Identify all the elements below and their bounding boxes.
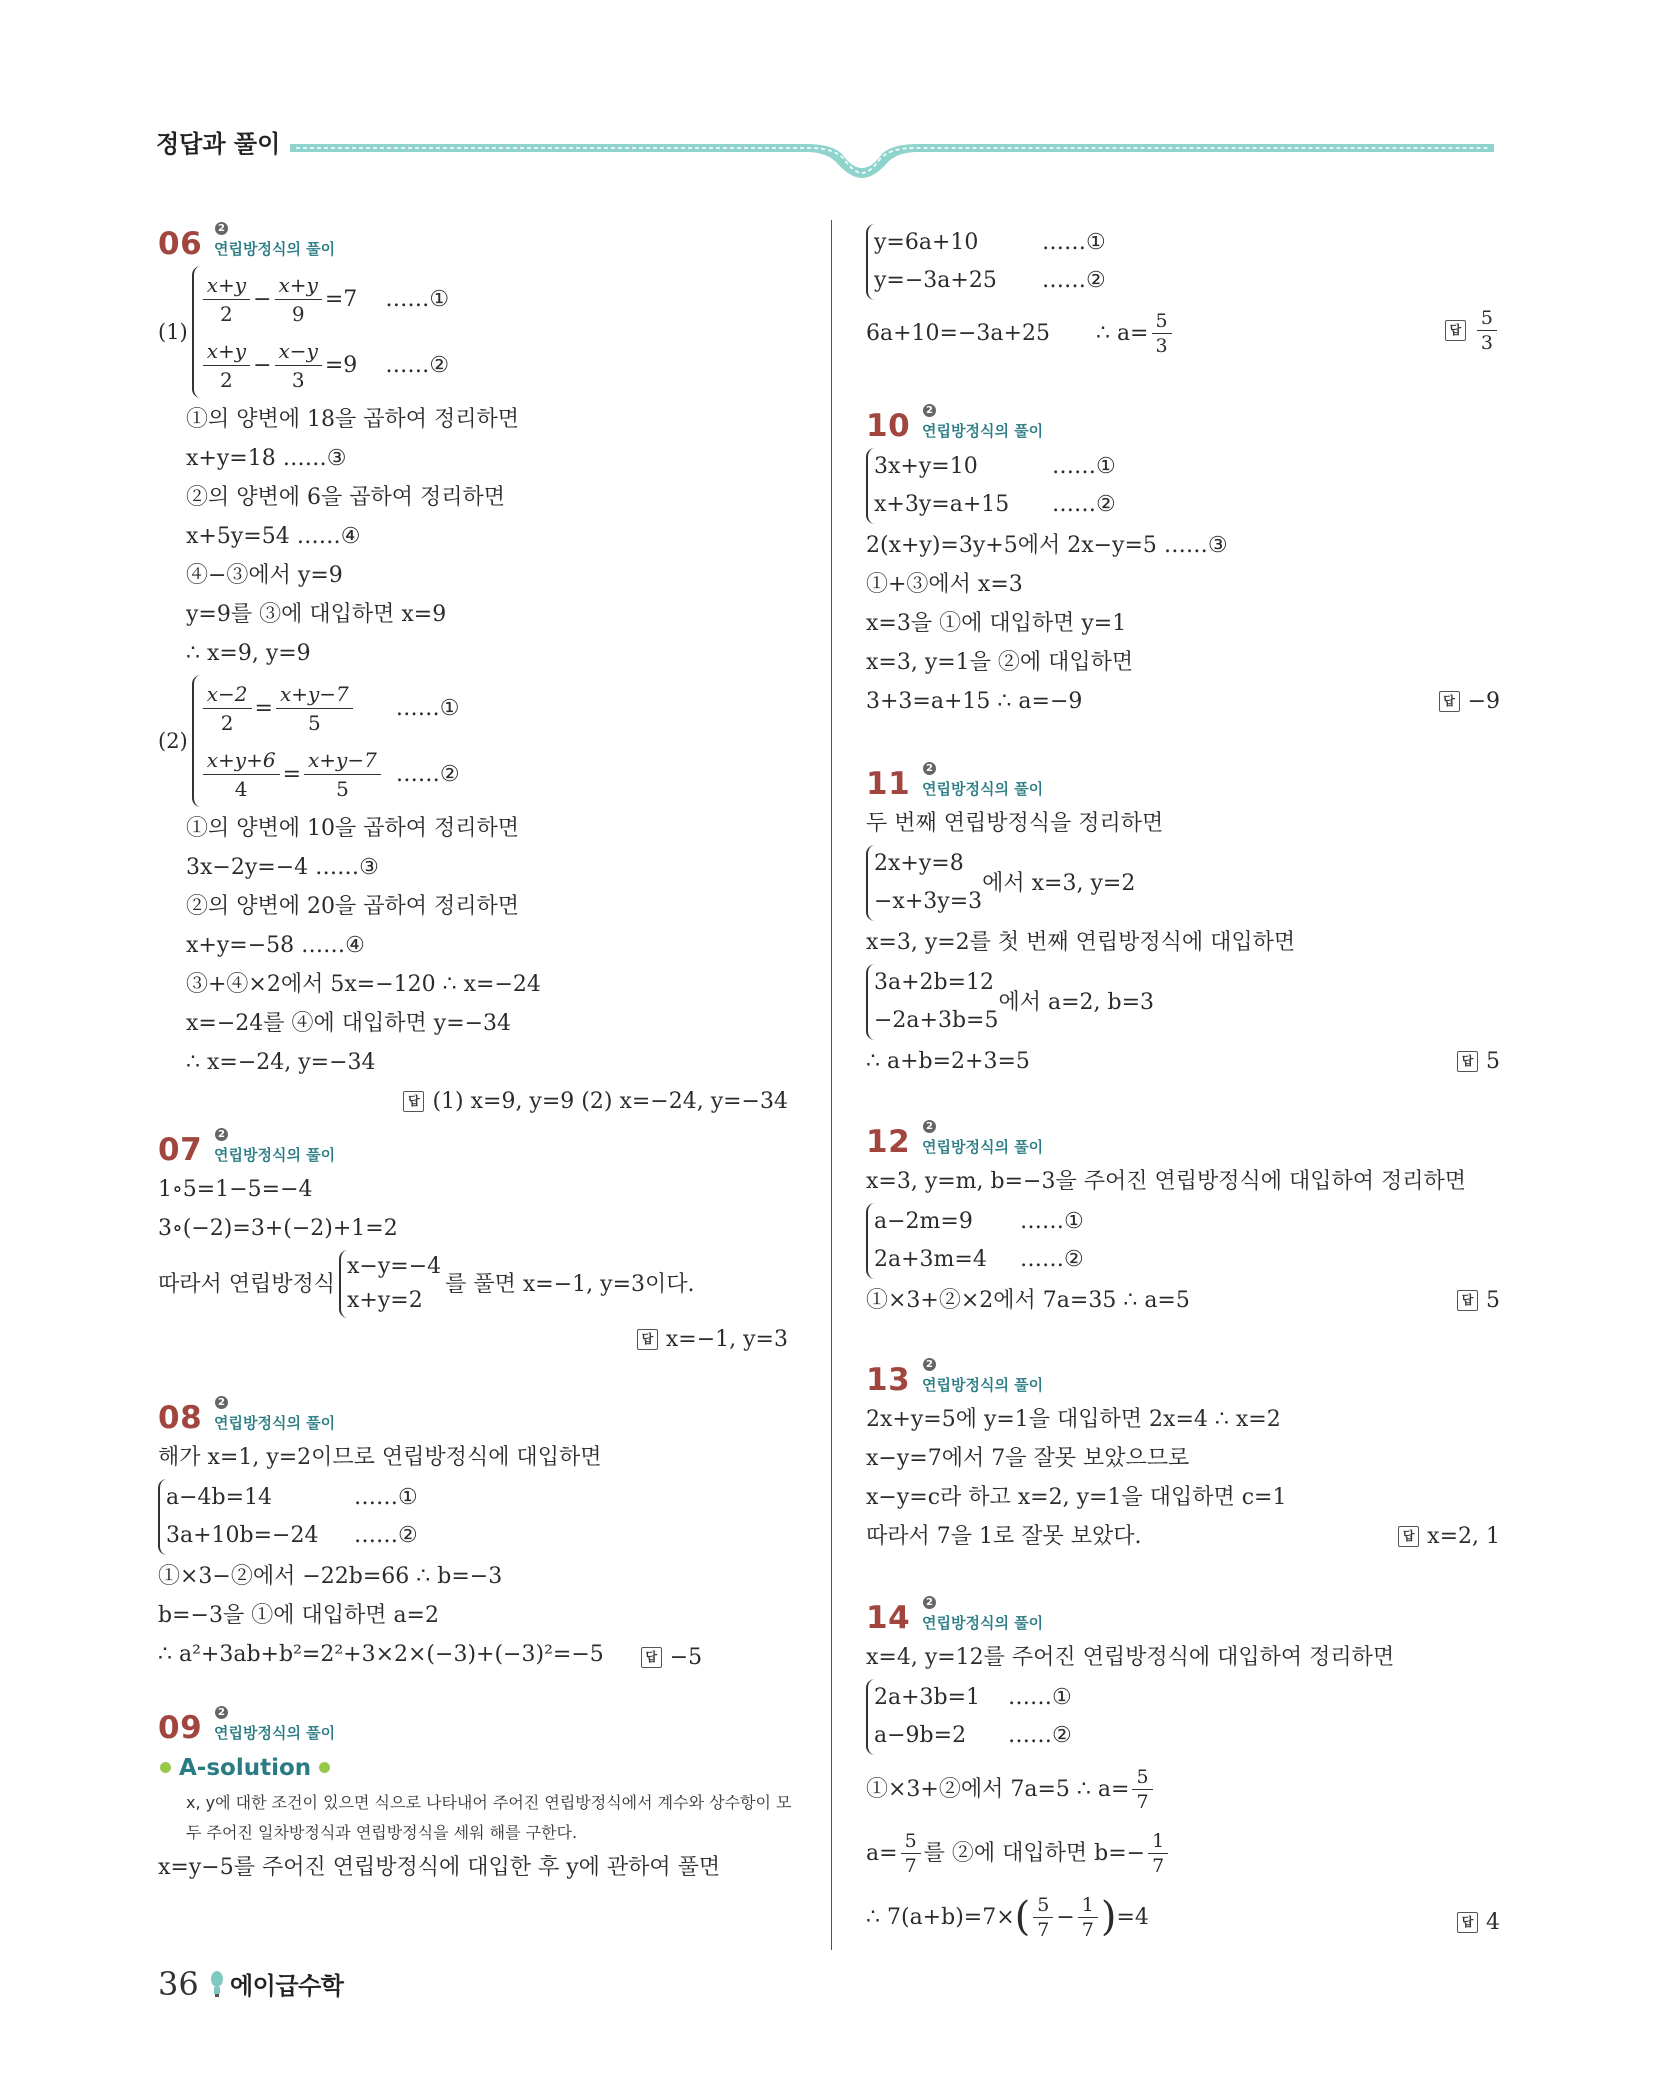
problem-09-continued: [866, 222, 1500, 404]
solution-line: ∴ a+b=2+3=5 답 5: [866, 1042, 1500, 1081]
solution-line: b=−3을 ①에 대입하면 a=2: [158, 1603, 439, 1628]
problem-topic: 연립방정식의 풀이: [214, 240, 336, 258]
solution-line: x−y=7에서 7을 잘못 보았으므로: [866, 1446, 1190, 1471]
difficulty-level-icon: 2: [215, 1706, 228, 1719]
answer-mark-icon: 답: [1457, 1912, 1478, 1933]
answer: 답 x=2, 1: [1398, 1517, 1500, 1556]
problem-number: 08: [158, 1400, 203, 1436]
problem-topic: 연립방정식의 풀이: [922, 1376, 1044, 1394]
problem-topic: 연립방정식의 풀이: [922, 1614, 1044, 1632]
answer-mark-icon: 답: [1439, 691, 1460, 712]
answer: 답 4: [1457, 1903, 1500, 1942]
equation-row: $\frac{x+y+6}{4}$ = $\frac{x+y-7}{5}$ ……②: [200, 741, 460, 807]
system-brace: x−y=−4 x+y=2: [339, 1250, 441, 1318]
solution-line: ①×3+②에서 7a=5 ∴ a= $\frac{5}{7}$: [866, 1757, 1500, 1821]
solution-line: ②의 양변에 20을 곱하여 정리하면: [186, 894, 519, 919]
answer: 답 5: [1457, 1281, 1500, 1320]
column-divider: [831, 220, 832, 1950]
solution-line: 2(x+y)=3y+5에서 2x−y=5 ……③: [866, 533, 1228, 558]
solution-line: x=−24를 ④에 대입하면 y=−34: [186, 1011, 512, 1036]
problem-06: [158, 222, 798, 1128]
answer-mark-icon: 답: [1445, 320, 1466, 341]
solution-line: x=3을 ①에 대입하면 y=1: [866, 611, 1127, 636]
answer-mark-icon: 답: [637, 1329, 658, 1350]
answer-mark-icon: 답: [641, 1647, 662, 1668]
answer: 답 5: [1457, 1042, 1500, 1081]
problem-13: [866, 1358, 1500, 1596]
system-brace: 3x+y=10 ……① x+3y=a+15 ……②: [866, 448, 1116, 524]
problem-12: [866, 1120, 1500, 1358]
brand-name: 에이급수학: [230, 1972, 344, 2000]
solution-line: ∴ 7(a+b)=7× ( $\frac{5}{7}$ − $\frac{1}{7}$ ) =4 답 4: [866, 1893, 1500, 1941]
system-brace: 2a+3b=1 ……① a−9b=2 ……②: [866, 1679, 1072, 1755]
system-brace: y=6a+10 ……① y=−3a+25 ……②: [866, 224, 1106, 300]
system-brace: 2x+y=8 −x+3y=3: [866, 845, 982, 921]
problem-number: 10: [866, 408, 911, 444]
part-label: (1): [158, 320, 188, 344]
solution-line: 3∘(−2)=3+(−2)+1=2: [158, 1216, 398, 1241]
part-label: (2): [158, 729, 188, 753]
equation-row: $\frac{x+y}{2}$ − $\frac{x+y}{9}$ =7 ……①: [200, 266, 449, 332]
a-solution-heading: A-solution: [158, 1748, 798, 1788]
solution-line: 3x−2y=−4 ……③: [186, 855, 379, 880]
difficulty-level-icon: 2: [923, 762, 936, 775]
solution-line: x+y=−58 ……④: [186, 933, 365, 958]
answer: 답 −5: [641, 1638, 702, 1677]
problem-number: 14: [866, 1600, 911, 1636]
problem-09: [158, 1706, 798, 1887]
solution-line: y=9를 ③에 대입하면 x=9: [186, 602, 447, 627]
problem-number: 06: [158, 226, 203, 262]
answer: 답 x=−1, y=3: [637, 1320, 788, 1359]
problem-number: 13: [866, 1362, 911, 1398]
answer: 답 −9: [1439, 682, 1500, 721]
solution-line: ④−③에서 y=9: [186, 563, 343, 588]
page-number: 36: [158, 1965, 199, 2003]
problem-08: [158, 1396, 798, 1706]
problem-topic: 연립방정식의 풀이: [214, 1146, 336, 1164]
solution-line: x=3, y=1을 ②에 대입하면: [866, 650, 1134, 675]
lightbulb-icon: [210, 1970, 224, 1998]
difficulty-level-icon: 2: [923, 1358, 936, 1371]
solution-line: 해가 x=1, y=2이므로 연립방정식에 대입하면: [158, 1445, 602, 1470]
problem-topic: 연립방정식의 풀이: [922, 1138, 1044, 1156]
solution-line: x=y−5를 주어진 연립방정식에 대입한 후 y에 관하여 풀면: [158, 1855, 721, 1880]
solution-line: x−y=c라 하고 x=2, y=1을 대입하면 c=1: [866, 1485, 1287, 1510]
answer-line: [158, 1320, 798, 1359]
left-column: [158, 222, 798, 1887]
system-brace: a−4b=14 ……① 3a+10b=−24 ……②: [158, 1479, 418, 1555]
difficulty-level-icon: 2: [923, 404, 936, 417]
solution-line: 두 번째 연립방정식을 정리하면: [866, 811, 1164, 836]
difficulty-level-icon: 2: [923, 1120, 936, 1133]
page-header-title: 정답과 풀이: [156, 130, 281, 158]
equation-system-2: [158, 673, 798, 809]
answer: 답 $\frac{5}{3}$: [1445, 306, 1500, 355]
solution-line: 3+3=a+15 ∴ a=−9 답 −9: [866, 682, 1500, 721]
problem-number: 07: [158, 1132, 203, 1168]
solution-line: 6a+10=−3a+25 ∴ a= $\frac{5}{3}$ 답 $\frac{5}{3}$: [866, 302, 1500, 364]
solution-line: ∴ a²+3ab+b²=2²+3×2×(−3)+(−3)²=−5 답 −5: [158, 1635, 798, 1677]
problem-11: [866, 762, 1500, 1120]
difficulty-level-icon: 2: [215, 1396, 228, 1409]
problem-number: 12: [866, 1124, 911, 1160]
answer-mark-icon: 답: [1457, 1051, 1478, 1072]
solution-line: x=3, y=2를 첫 번째 연립방정식에 대입하면: [866, 930, 1296, 955]
answer-mark-icon: 답: [403, 1091, 424, 1112]
bullet-dot-icon: [160, 1762, 171, 1773]
solution-line: 2x+y=8 −x+3y=3 에서 x=3, y=2: [866, 843, 1500, 923]
difficulty-level-icon: 2: [215, 1128, 228, 1141]
system-brace: [192, 675, 460, 807]
bullet-dot-icon: [319, 1762, 330, 1773]
solution-line: ①의 양변에 10을 곱하여 정리하면: [186, 816, 519, 841]
problem-14: [866, 1596, 1500, 1949]
system-brace: 3a+2b=12 −2a+3b=5: [866, 964, 999, 1040]
solution-line: ①+③에서 x=3: [866, 572, 1023, 597]
system-brace: a−2m=9 ……① 2a+3m=4 ……②: [866, 1203, 1084, 1279]
answer-mark-icon: 답: [1457, 1290, 1478, 1311]
a-solution-text: x, y에 대한 조건이 있으면 식으로 나타내어 주어진 연립방정식에서 계수와 상수항이 모두 주어진 일차방정식과 연립방정식을 세워 해를 구한다.: [186, 1793, 792, 1842]
problem-topic: 연립방정식의 풀이: [214, 1724, 336, 1742]
problem-10: [866, 404, 1500, 762]
system-brace: [192, 266, 449, 398]
solution-line: 1∘5=1−5=−4: [158, 1177, 313, 1202]
problem-number: 09: [158, 1710, 203, 1746]
solution-line: x=3, y=m, b=−3을 주어진 연립방정식에 대입하여 정리하면: [866, 1169, 1466, 1194]
solution-line: ∴ x=9, y=9: [186, 641, 311, 666]
solution-line: 따라서 연립방정식 x−y=−4 x+y=2 를 풀면 x=−1, y=3이다.: [158, 1248, 798, 1320]
problem-07: [158, 1128, 798, 1396]
solution-line: x+y=18 ……③: [186, 446, 347, 471]
equation-row: $\frac{x+y}{2}$ − $\frac{x-y}{3}$ =9 ……②: [200, 332, 449, 398]
solution-line: x=4, y=12를 주어진 연립방정식에 대입하여 정리하면: [866, 1645, 1395, 1670]
equation-system-1: [158, 264, 798, 400]
right-column: [866, 222, 1500, 1949]
problem-topic: 연립방정식의 풀이: [214, 1414, 336, 1432]
answer-line: [158, 1082, 798, 1121]
solution-line: x+5y=54 ……④: [186, 524, 361, 549]
solution-line: 따라서 7을 1로 잘못 보았다. 답 x=2, 1: [866, 1517, 1500, 1556]
problem-topic: 연립방정식의 풀이: [922, 780, 1044, 798]
solution-line: ①×3−②에서 −22b=66 ∴ b=−3: [158, 1564, 503, 1589]
problem-topic: 연립방정식의 풀이: [922, 422, 1044, 440]
difficulty-level-icon: 2: [215, 222, 228, 235]
solution-line: ③+④×2에서 5x=−120 ∴ x=−24: [186, 972, 541, 997]
solution-line: ②의 양변에 6을 곱하여 정리하면: [186, 485, 505, 510]
problem-number: 11: [866, 766, 911, 802]
solution-line: ①의 양변에 18을 곱하여 정리하면: [186, 407, 519, 432]
solution-line: ①×3+②×2에서 7a=35 ∴ a=5 답 5: [866, 1281, 1500, 1320]
answer: 답 (1) x=9, y=9 (2) x=−24, y=−34: [403, 1082, 788, 1121]
solution-line: a= $\frac{5}{7}$ 를 ②에 대입하면 b=− $\frac{1}{7}$: [866, 1821, 1500, 1885]
solution-line: 3a+2b=12 −2a+3b=5 에서 a=2, b=3: [866, 962, 1500, 1042]
solution-line: 2x+y=5에 y=1을 대입하면 2x=4 ∴ x=2: [866, 1407, 1281, 1432]
equation-row: $\frac{x-2}{2}$ = $\frac{x+y-7}{5}$ ……①: [200, 675, 460, 741]
answer-mark-icon: 답: [1398, 1526, 1419, 1547]
difficulty-level-icon: 2: [923, 1596, 936, 1609]
header-decorative-band: [286, 128, 1502, 178]
solution-line: ∴ x=−24, y=−34: [186, 1050, 376, 1075]
footer-brand: [210, 1966, 343, 2001]
